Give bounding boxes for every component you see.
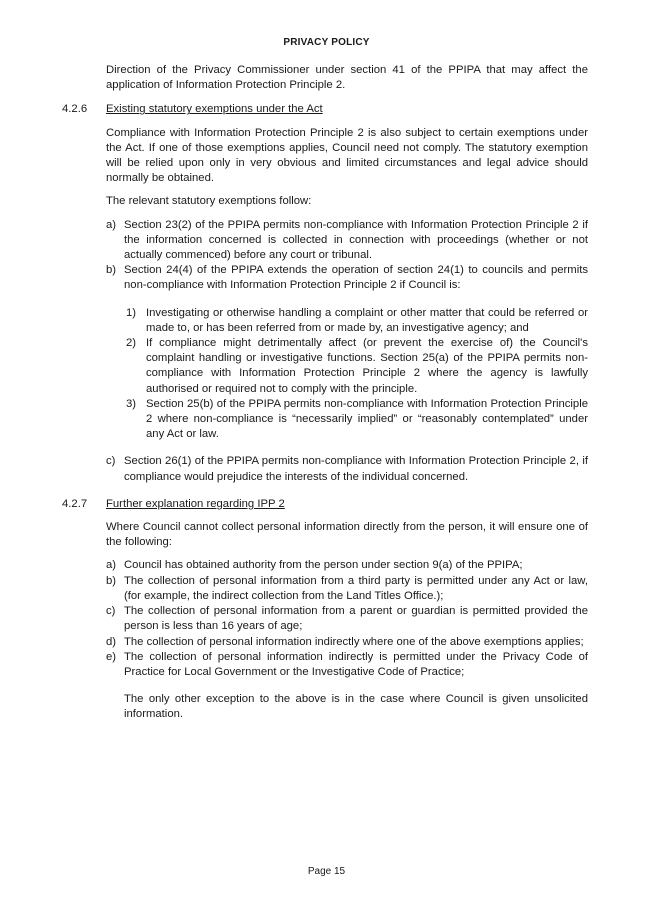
list-label: 1) [126,306,137,319]
section-title: Existing statutory exemptions under the Act [106,103,323,116]
section-427-heading [0,497,653,512]
section-427-paragraph-2: The only other exception to the above is in the case where Council is given unsolicited information. [124,693,588,721]
list-label: c) [106,605,116,618]
section-427-paragraph-1: Where Council cannot collect personal information directly from the person, it will ensure one of the following: [106,521,588,549]
list-text: Council has obtained authority from the person under section 9(a) of the PPIPA; [124,559,523,572]
list-item [126,306,588,336]
list-label: 2) [126,337,137,350]
list-text: Section 25(b) of the PPIPA permits non-compliance with Information Protection Principle 2 where non-compliance is “necessarily implied” or “reasonably contemplated” under any Act or law. [146,397,588,441]
section-426-exemption-list [0,218,653,294]
section-number: 4.2.7 [62,497,88,510]
list-label: a) [106,559,117,572]
list-text: The collection of personal information indirectly is permitted under the Privacy Code of Practice for Local Government or the Investigative Code of Practice; [124,650,588,678]
list-item [106,635,588,650]
page-header: PRIVACY POLICY [283,37,370,48]
list-item [106,574,588,604]
section-426-paragraph-2: The relevant statutory exemptions follow: [106,195,312,208]
page-body [0,63,653,723]
list-text: Investigating or otherwise handling a complaint or other matter that could be referred or made to, or has been referred from or made by, an investigative agency; and [146,306,588,334]
list-label: 3) [126,397,137,410]
section-426-exemption-list-cont [0,454,653,484]
section-title: Further explanation regarding IPP 2 [106,497,285,510]
list-label: e) [106,650,117,663]
section-number: 4.2.6 [62,103,88,116]
list-label: c) [106,455,116,468]
section-426-heading [0,102,653,117]
section-426-paragraph-1: Compliance with Information Protection Principle 2 is also subject to certain exemptions under the Act. If one of those exemptions applies, Council need not comply. The statutory exemption will be relied upon only in very obvious and limited circumstances and legal advice should normally be obtained. [106,126,588,185]
list-item [106,454,588,484]
list-item [126,336,588,397]
intro-paragraph: Direction of the Privacy Commissioner under section 41 of the PPIPA that may affect the application of Information Protection Principle 2. [106,64,588,92]
list-label: d) [106,635,117,648]
list-text: The collection of personal information from a parent or guardian is permitted provided the person is less than 16 years of age; [124,605,588,633]
list-text: The collection of personal information indirectly where one of the above exemptions applies; [124,635,584,648]
section-427-collection-list [0,558,653,680]
list-text: The collection of personal information from a third party is permitted under any Act or law, (for example, the indirect collection from the Land Titles Office.); [124,574,588,602]
list-item [106,218,588,264]
list-text: Section 26(1) of the PPIPA permits non-compliance with Information Protection Principle 2, if compliance would prejudice the interests of the individual concerned. [124,455,588,483]
list-item [126,397,588,443]
list-item [106,558,588,573]
section-426-sub-list [0,306,653,443]
list-label: a) [106,218,117,231]
list-label: b) [106,574,117,587]
list-text: Section 23(2) of the PPIPA permits non-compliance with Information Protection Principle 2 if the information concerned is collected in connection with proceedings (whether or not actually commenced) before any court or tribunal. [124,218,588,262]
page-number: Page 15 [307,866,346,877]
list-item [106,604,588,634]
list-item [106,650,588,680]
list-text: If compliance might detrimentally affect (or prevent the exercise of) the Council's complaint handling or investigative functions. Section 25(a) of the PPIPA permits non-compliance with Information Protection Principle 2 where the agency is lawfully authorised or required not to comply with the principle. [146,337,588,395]
list-text: Section 24(4) of the PPIPA extends the operation of section 24(1) to councils and permits non-compliance with Information Protection Principle 2 if Council is: [124,264,588,292]
list-item [106,263,588,293]
list-label: b) [106,264,117,277]
